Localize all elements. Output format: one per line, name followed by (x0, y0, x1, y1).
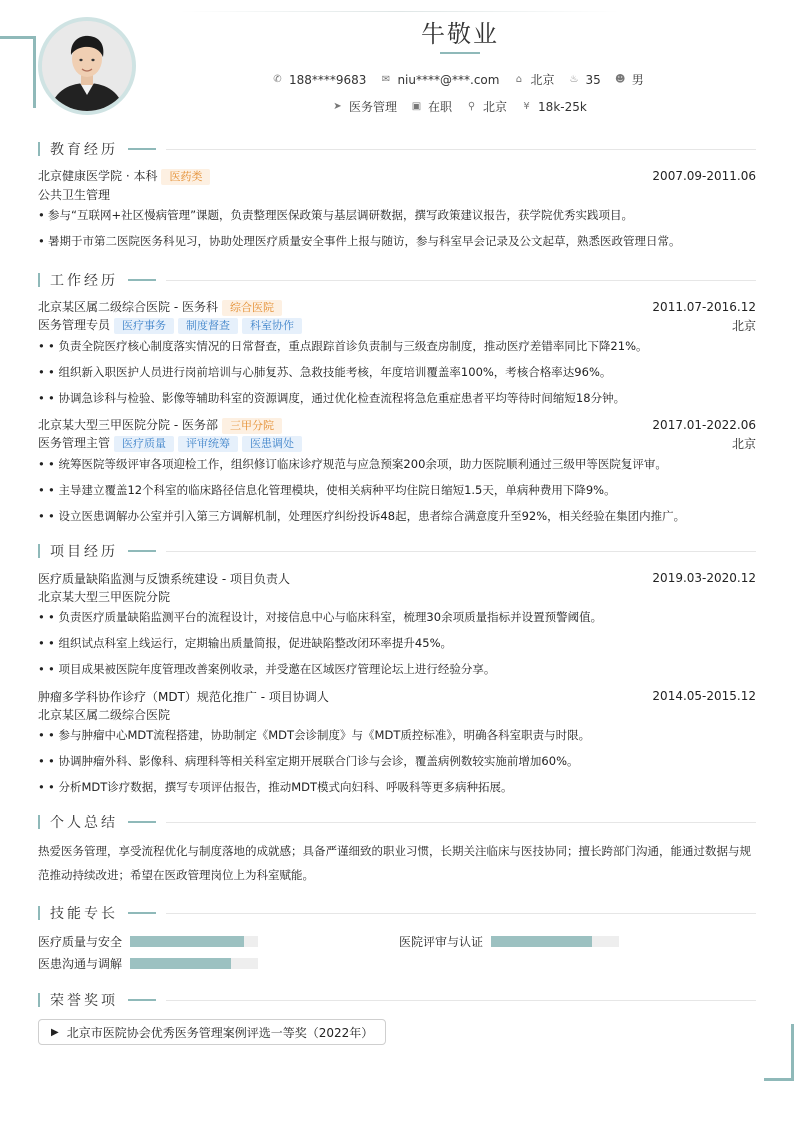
project-title: 医疗质量缺陷监测与反馈系统建设 - 项目负责人 (38, 571, 290, 586)
info-item (332, 98, 397, 115)
org-name: 北京某区属二级综合医院 - 医务科 (38, 300, 218, 314)
mail-icon: ✉ (381, 74, 391, 85)
briefcase-icon: ▣ (411, 101, 422, 112)
info-text: 188****9683 (289, 72, 367, 87)
org-name: 北京某大型三甲医院分院 - 医务部 (38, 418, 218, 432)
job-title: 医务管理专员 (38, 318, 111, 332)
info-text: 在职 (428, 100, 453, 114)
corner-decor-top-left (0, 36, 36, 108)
list-item: • 暑期于市第二医院医务科见习，协助处理医疗质量安全事件上报与随访，参与科室早会记录及公文起草，熟悉医政管理日常。 (38, 233, 756, 249)
send-icon: ➤ (333, 101, 342, 112)
info-item (615, 71, 644, 88)
info-text: 北京 (483, 100, 508, 114)
skill-item (38, 933, 258, 950)
info-item (521, 100, 587, 114)
list-item: • • 负责全院医疗核心制度落实情况的日常督查，重点跟踪首诊负责制与三级查房制度，推动医疗差错率同比下降21%。 (38, 338, 756, 354)
list-item: • • 负责医疗质量缺陷监测平台的流程设计，对接信息中心与临床科室，梳理30余项质量指标并设置预警阈值。 (38, 609, 756, 625)
list-item: • • 组织新入职医护人员进行岗前培训与心肺复苏、急救技能考核，年度培训覆盖率100%，考核合格率达96%。 (38, 364, 756, 380)
projects-section (38, 542, 756, 805)
list-item: • • 协调肿瘤外科、影像科、病理科等相关科室定期开展联合门诊与会诊，覆盖病例数较实施前增加60%。 (38, 753, 756, 769)
info-item (380, 73, 499, 87)
corner-decor-bottom-right (764, 1024, 794, 1081)
section-title: 技能专长 (50, 906, 118, 922)
avatar-portrait-icon (42, 21, 132, 111)
work-entry (38, 298, 756, 406)
skill-tag: 医疗质量 (114, 436, 174, 452)
job-intent-row (332, 98, 587, 115)
top-decor-line (180, 11, 620, 12)
org-type-tag: 三甲分院 (222, 418, 282, 434)
major: 公共卫生管理 (38, 187, 111, 202)
skill-item (38, 955, 258, 972)
skill-level-bar (130, 936, 258, 947)
location-icon: ⚲ (467, 101, 476, 112)
project-entry (38, 569, 756, 677)
skill-tag: 科室协作 (242, 318, 302, 334)
home-icon: ⌂ (515, 74, 523, 85)
work-section (38, 271, 756, 534)
date-range: 2014.05-2015.12 (652, 689, 756, 703)
skill-name: 医院评审与认证 (399, 935, 484, 949)
list-item: • • 参与肿瘤中心MDT流程搭建，协助制定《MDT会诊制度》与《MDT质控标准》，明确各科室职责与时限。 (38, 727, 756, 743)
avatar (38, 17, 136, 115)
list-item: • • 组织试点科室上线运行，定期输出质量简报，促进缺陷整改闭环率提升45%。 (38, 635, 756, 651)
skill-level-bar (130, 958, 258, 969)
info-item (513, 71, 554, 88)
candidate-name: 牛敬业 (421, 20, 499, 48)
section-title: 个人总结 (50, 815, 118, 831)
list-item: • • 主导建立覆盖12个科室的临床路径信息化管理模块，使相关病种平均住院日缩短1.5天，单病种费用下降9%。 (38, 482, 756, 498)
cake-icon: ♨ (569, 74, 579, 85)
date-range: 2011.07-2016.12 (652, 300, 756, 314)
project-entry (38, 687, 756, 795)
list-item: • 参与“互联网+社区慢病管理”课题，负责整理医保政策与基层调研数据，撰写政策建议报告，获学院优秀实践项目。 (38, 207, 756, 223)
skill-tag: 医疗事务 (114, 318, 174, 334)
money-icon: ¥ (523, 101, 530, 112)
skill-name: 医患沟通与调解 (38, 957, 123, 971)
date-range: 2007.09-2011.06 (652, 169, 756, 183)
info-text: 35 (585, 72, 601, 87)
job-title: 医务管理主管 (38, 436, 111, 450)
project-org: 北京某大型三甲医院分院 (38, 589, 171, 604)
skill-name: 医疗质量与安全 (38, 935, 123, 949)
education-section (38, 140, 756, 259)
work-entry (38, 416, 756, 524)
section-title: 工作经历 (50, 273, 118, 289)
award-item (38, 1019, 386, 1045)
project-bullets (38, 609, 756, 677)
skill-item (399, 933, 619, 950)
work-city: 北京 (731, 436, 756, 451)
skills-section (38, 904, 756, 922)
info-text: niu****@***.com (397, 72, 500, 87)
skill-level-bar (491, 936, 619, 947)
award-text: 北京市医院协会优秀医务管理案例评选一等奖（2022年） (66, 1025, 374, 1040)
list-item: • • 分析MDT诊疗数据，撰写专项评估报告，推动MDT模式向妇科、呼吸科等更多病种拓展。 (38, 779, 756, 795)
info-text: 北京 (530, 73, 555, 87)
contact-info-row (272, 71, 644, 88)
school-name: 北京健康医学院 · 本科 (38, 169, 158, 183)
skill-level-fill (130, 958, 231, 969)
summary-section (38, 813, 756, 887)
name-underline (440, 52, 480, 54)
education-bullets (38, 207, 756, 249)
info-item (466, 98, 507, 115)
skill-level-fill (491, 936, 592, 947)
project-title: 肿瘤多学科协作诊疗（MDT）规范化推广 - 项目协调人 (38, 689, 329, 704)
section-title: 荣誉奖项 (50, 993, 118, 1009)
work-bullets (38, 338, 756, 406)
list-item: • • 设立医患调解办公室并引入第三方调解机制，处理医疗纠纷投诉48起，患者综合满意度升至92%，相关经验在集团内推广。 (38, 508, 756, 524)
awards-section (38, 991, 756, 1009)
info-text: 医务管理 (349, 100, 398, 114)
org-type-tag: 综合医院 (222, 300, 282, 316)
info-text: 18k-25k (538, 99, 587, 114)
skill-tag: 制度督查 (178, 318, 238, 334)
info-item (272, 73, 366, 87)
list-item: • • 统筹医院等级评审各项迎检工作，组织修订临床诊疗规范与应急预案200余项，助力医院顺利通过三级甲等医院复评审。 (38, 456, 756, 472)
section-title: 教育经历 (50, 142, 118, 158)
section-title: 项目经历 (50, 544, 118, 560)
info-item (568, 73, 600, 87)
work-city: 北京 (731, 318, 756, 333)
project-org: 北京某区属二级综合医院 (38, 707, 171, 722)
date-range: 2017.01-2022.06 (652, 418, 756, 432)
list-item: • • 协调急诊科与检验、影像等辅助科室的资源调度，通过优化检查流程将急危重症患者平均等待时间缩短18分钟。 (38, 390, 756, 406)
work-bullets (38, 456, 756, 524)
skill-tag: 评审统筹 (178, 436, 238, 452)
date-range: 2019.03-2020.12 (652, 571, 756, 585)
project-bullets (38, 727, 756, 795)
list-item: • • 项目成果被医院年度管理改善案例收录，并受邀在区域医疗管理论坛上进行经验分享。 (38, 661, 756, 677)
phone-icon: ✆ (273, 74, 282, 85)
info-text: 男 (631, 73, 644, 87)
skill-level-fill (130, 936, 244, 947)
triangle-right-icon: ▶ (51, 1026, 59, 1038)
summary-text: 热爱医务管理，享受流程优化与制度落地的成就感；具备严谨细致的职业习惯，长期关注临床与医技协同；擅长跨部门沟通，能通过数据与规范推动持续改进；希望在医政管理岗位上为科室赋能。 (38, 844, 751, 882)
info-item (411, 98, 452, 115)
category-tag: 医药类 (161, 169, 210, 185)
face-icon: ☻ (615, 74, 626, 85)
skill-tag: 医患调处 (242, 436, 302, 452)
